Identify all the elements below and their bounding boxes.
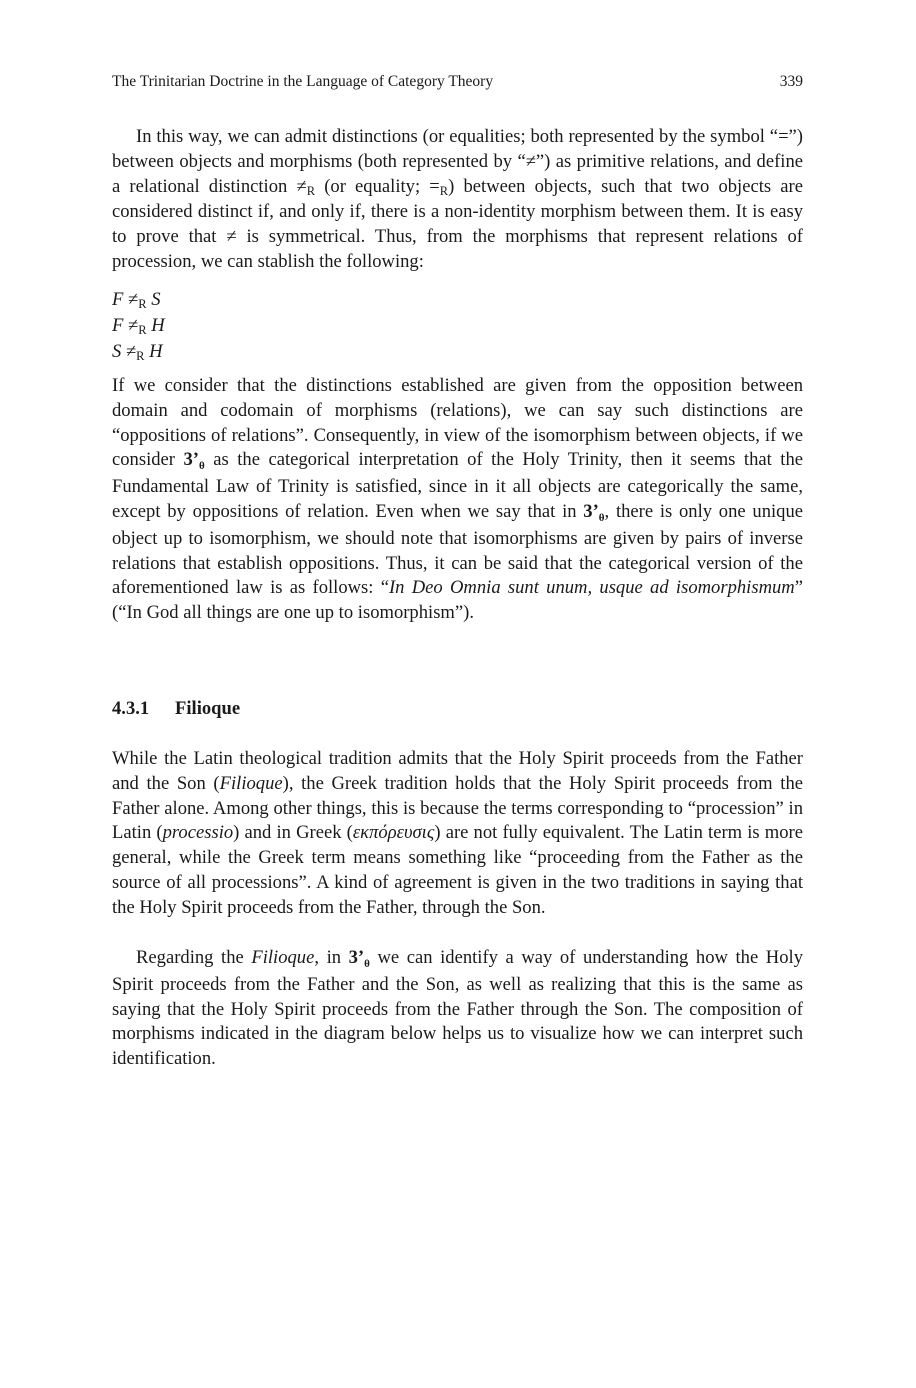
- text-run: ) between objects, such that two objects are considered distinct if, and only if, there is a non-identity morphism between them. It is easy to prove that ≠ is symmetrical. Thus, from the morphisms that represent relations of procession, we can stablish the following:: [112, 175, 803, 272]
- latin-quote: In Deo Omnia sunt unum, usque ad isomorphismum: [388, 577, 795, 599]
- text-run: ) and in Greek (: [233, 822, 353, 844]
- paragraph-filioque-intro: [112, 747, 803, 921]
- relation-subscript: R: [136, 348, 145, 363]
- relation-right: H: [151, 314, 165, 336]
- relation-operator: ≠: [128, 289, 139, 310]
- text-run: as the categorical interpretation of the Holy Trinity, then it seems that the Fundamental Law of Trinity is satisfied, since in it all objects are categorically the same, except by oppositions of relation. Even when we say that in: [112, 449, 803, 522]
- paragraph-oppositions: [112, 374, 803, 626]
- subscript: θ: [364, 958, 370, 970]
- relation-left: F: [112, 314, 124, 336]
- relation-list: [112, 288, 165, 365]
- relation-right: S: [151, 289, 161, 310]
- paragraph-filioque-composition: [112, 946, 803, 1072]
- relation-operator: ≠: [128, 314, 139, 336]
- relation-left: F: [112, 289, 124, 310]
- italic-term: Filioque: [219, 772, 283, 794]
- subscript: R: [439, 183, 449, 198]
- category-symbol: 3’: [583, 500, 599, 522]
- greek-term: εκπόρευσις: [352, 822, 435, 844]
- text-run: If we consider that the distinctions established are given from the opposition between domain and codomain of morphisms (relations), we can say such distinctions are “oppositions of relations”. Consequently, in view of the isomorphism between objects, if we consider: [112, 375, 803, 471]
- page-number: 339: [779, 73, 803, 90]
- text-run: ) are not fully equivalent. The Latin term is more general, while the Greek term means something like “proceeding from the Father as the source of all processions”. A kind of agreement is given in the two traditions in saying that the Holy Spirit proceeds from the Father, through the Son.: [112, 822, 803, 918]
- category-symbol: 3’: [348, 947, 365, 968]
- section-number: 4.3.1: [112, 698, 150, 719]
- italic-term: processio: [162, 822, 234, 844]
- text-run: While the Latin theological tradition admits that the Holy Spirit proceeds from the Father and the Son (: [112, 748, 803, 794]
- text-run: we can identify a way of understanding how the Holy Spirit proceeds from the Father and the Son, as well as realizing that this is the same as saying that the Holy Spirit proceeds from the Father through the Son. The composition of morphisms indicated in the diagram below helps us to visualize how we can interpret such identification.: [112, 947, 803, 1070]
- subscript: R: [306, 183, 316, 198]
- text-run: , in: [314, 947, 349, 968]
- text-run: ), the Greek tradition holds that the Holy Spirit proceeds from the Father alone. Among other things, this is because the terms corresponding to “procession” in Latin (: [112, 772, 804, 844]
- subscript: θ: [199, 460, 205, 473]
- text-run: In this way, we can admit distinctions (or equalities; both represented by the symbol “=”) between objects and morphisms (both represented by “≠”) as primitive relations, and define a relational distinction ≠: [112, 126, 803, 197]
- section-heading: [112, 698, 240, 720]
- relation-line: [112, 340, 165, 366]
- relation-line: [112, 288, 165, 314]
- relation-subscript: R: [138, 297, 147, 311]
- subscript: θ: [598, 511, 605, 524]
- paragraph-distinctions: [112, 125, 803, 275]
- relation-operator: ≠: [125, 340, 137, 362]
- section-title: Filioque: [175, 698, 241, 719]
- relation-line: [112, 314, 165, 340]
- text-run: , there is only one unique object up to isomorphism, we should note that isomorphisms are given by pairs of inverse relations that establish oppositions. Thus, it can be said that the categorical version of the aforementioned law is as follows: “: [112, 500, 803, 599]
- running-title: The Trinitarian Doctrine in the Language of Category Theory: [112, 73, 494, 90]
- italic-term: Filioque: [251, 947, 315, 968]
- relation-left: S: [112, 340, 122, 362]
- text-run: ” (“In God all things are one up to isomorphism”).: [112, 577, 803, 624]
- category-symbol: 3’: [183, 449, 199, 471]
- relation-subscript: R: [138, 322, 147, 337]
- relation-right: H: [149, 340, 163, 362]
- text-run: (or equality; =: [315, 175, 440, 197]
- text-run: Regarding the: [136, 947, 252, 968]
